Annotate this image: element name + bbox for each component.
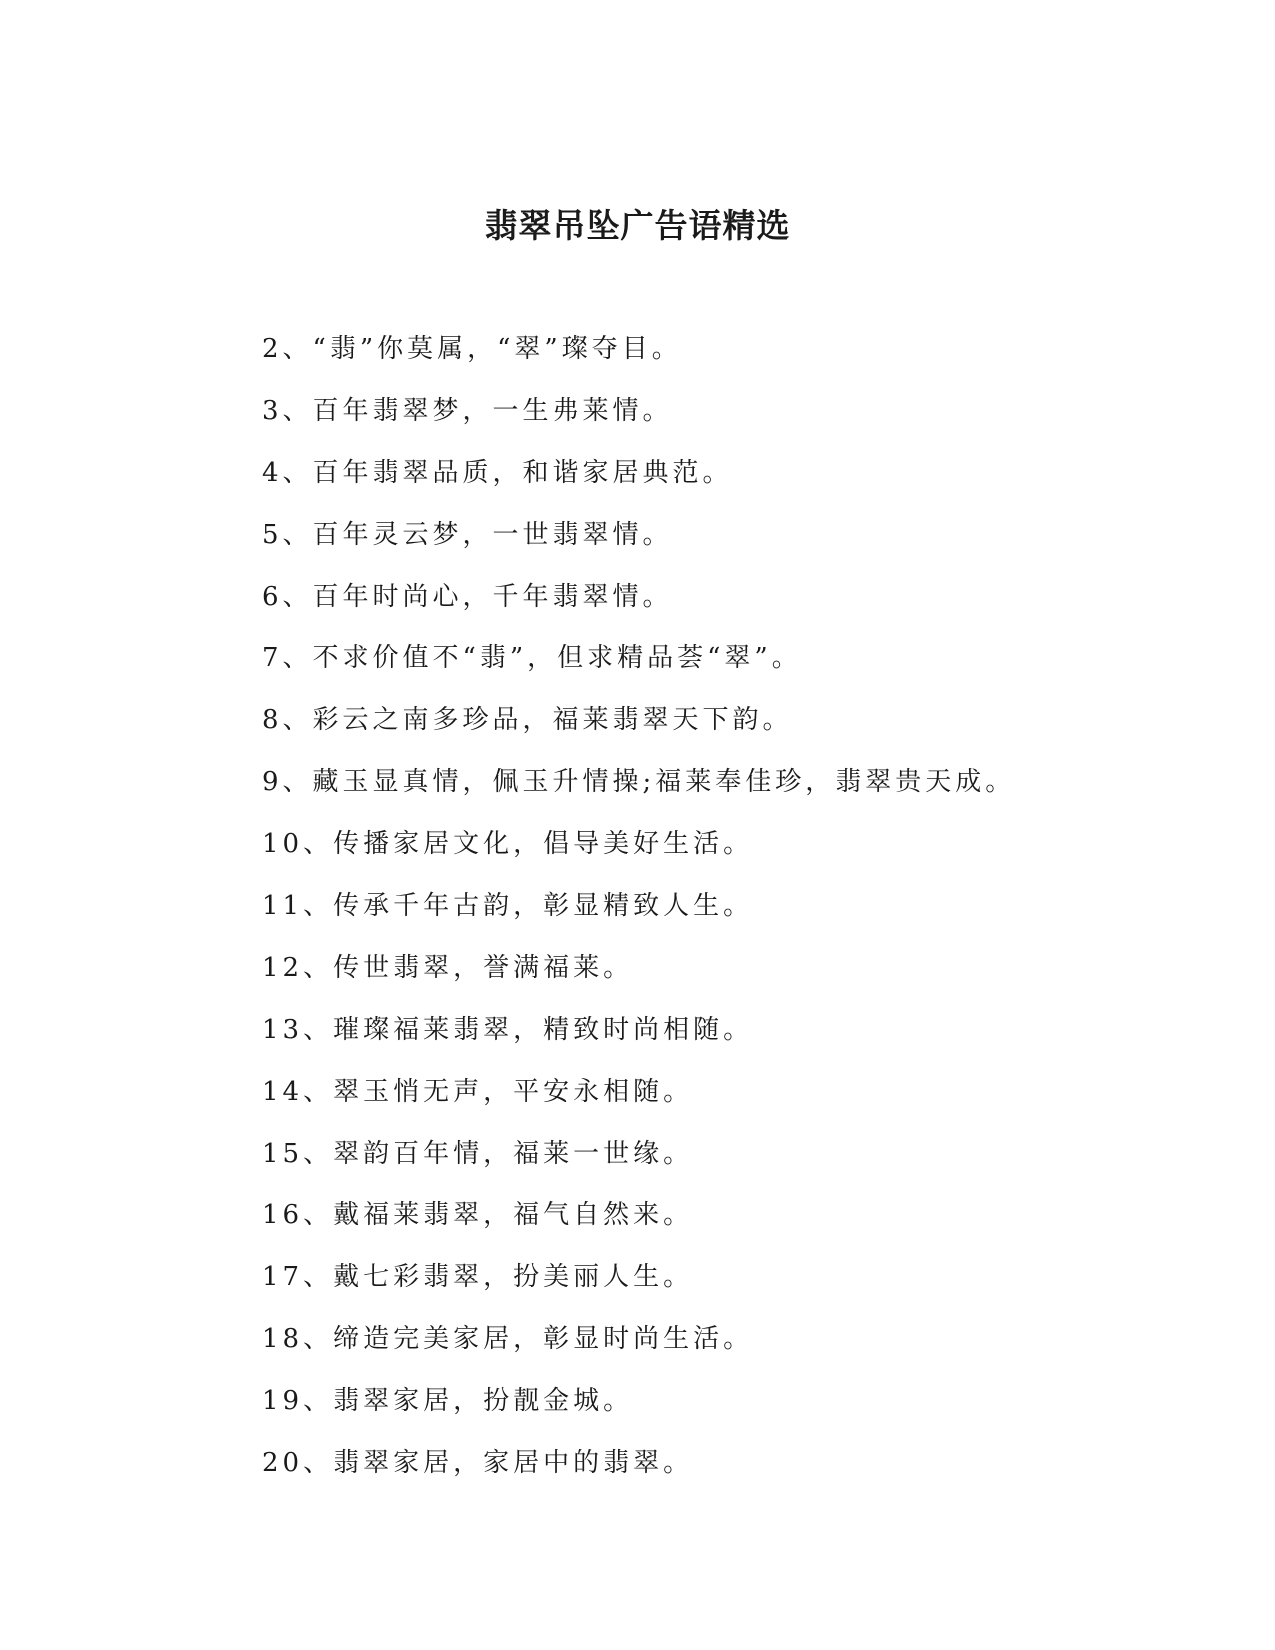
list-item: 20、翡翠家居，家居中的翡翠。: [262, 1448, 694, 1479]
list-item: 16、戴福莱翡翠，福气自然来。: [262, 1200, 694, 1231]
list-item: 14、翠玉悄无声，平安永相随。: [262, 1076, 694, 1107]
list-item: 13、璀璨福莱翡翠，精致时尚相随。: [262, 1014, 754, 1045]
list-item: 6、百年时尚心，千年翡翠情。: [262, 581, 673, 612]
list-item: 3、百年翡翠梦，一生弗莱情。: [262, 395, 673, 426]
list-item: 11、传承千年古韵，彰显精致人生。: [262, 891, 754, 922]
list-item: 5、百年灵云梦，一世翡翠情。: [262, 519, 673, 550]
list-item: 12、传世翡翠，誉满福莱。: [262, 952, 634, 983]
list-item: 19、翡翠家居，扮靓金城。: [262, 1386, 634, 1417]
list-item: 17、戴七彩翡翠，扮美丽人生。: [262, 1262, 694, 1293]
list-item: 10、传播家居文化，倡导美好生活。: [262, 829, 754, 860]
page-title: 翡翠吊坠广告语精选: [484, 206, 791, 245]
list-item: 15、翠韵百年情，福莱一世缘。: [262, 1138, 694, 1169]
slogan-list: [262, 330, 1202, 1506]
list-item: 18、缔造完美家居，彰显时尚生活。: [262, 1324, 754, 1355]
list-item: 2、“翡”你莫属，“翠”璨夺目。: [262, 334, 682, 364]
list-item: 8、彩云之南多珍品，福莱翡翠天下韵。: [262, 705, 793, 736]
list-item: 7、不求价值不“翡”，但求精品荟“翠”。: [262, 643, 802, 674]
list-item: 4、百年翡翠品质，和谐家居典范。: [262, 457, 733, 488]
list-item: 9、藏玉显真情，佩玉升情操;福莱奉佳珍，翡翠贵天成。: [262, 767, 1016, 798]
